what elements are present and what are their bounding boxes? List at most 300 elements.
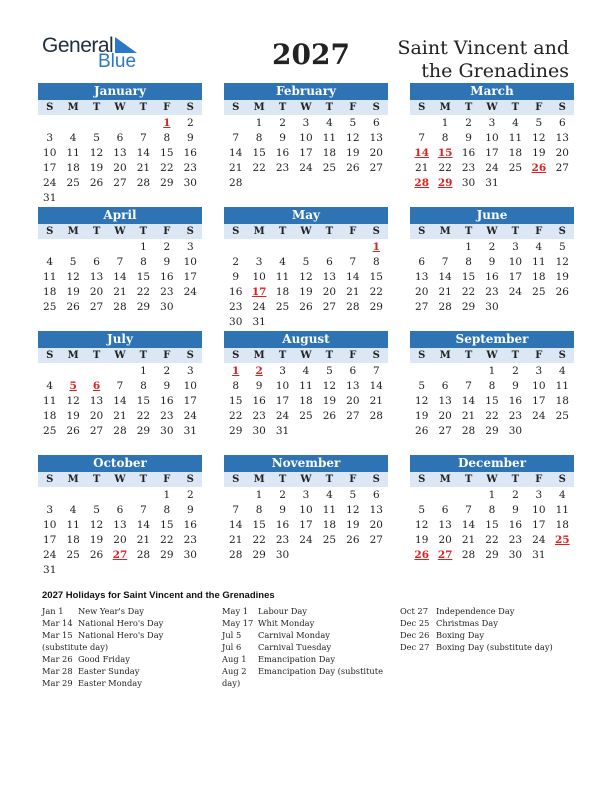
day-cell: 24 bbox=[183, 410, 197, 422]
day-cell: 22 bbox=[252, 162, 266, 174]
day-cell: 3 bbox=[186, 241, 194, 253]
day-cell: 14 bbox=[369, 380, 383, 392]
day-cell: 15 bbox=[485, 395, 499, 407]
day-cell: 15 bbox=[485, 519, 499, 531]
day-cell: 29 bbox=[136, 301, 151, 313]
day-cell: 6 bbox=[441, 504, 449, 516]
day-cell: 21 bbox=[113, 286, 127, 298]
day-cell: 25 bbox=[555, 410, 569, 422]
day-cell: 5 bbox=[418, 504, 426, 516]
day-cell: 13 bbox=[89, 271, 104, 283]
weekday-label: S bbox=[186, 226, 194, 237]
day-cell: 17 bbox=[275, 395, 290, 407]
weekday-label: T bbox=[511, 474, 520, 485]
empty-cell bbox=[61, 488, 84, 503]
day-cell: 27 bbox=[438, 425, 452, 437]
empty-cell bbox=[61, 116, 84, 131]
holiday-date: Mar 26 bbox=[42, 654, 73, 664]
day-cell: 17 bbox=[183, 271, 197, 283]
day-cell: 25 bbox=[508, 162, 523, 174]
empty-cell bbox=[410, 364, 433, 379]
holiday-day-cell: 14 bbox=[414, 147, 430, 159]
month-december bbox=[410, 455, 574, 563]
weekday-label: S bbox=[232, 102, 240, 113]
holiday-entry bbox=[42, 629, 210, 653]
day-cell: 27 bbox=[555, 162, 569, 174]
empty-cell bbox=[38, 488, 61, 503]
day-cell: 20 bbox=[369, 147, 383, 159]
day-cell: 7 bbox=[372, 365, 380, 377]
day-cell: 5 bbox=[349, 117, 357, 129]
day-cell: 16 bbox=[183, 147, 197, 159]
month-title: March bbox=[410, 83, 574, 100]
day-cell: 1 bbox=[255, 489, 263, 501]
day-cell: 13 bbox=[113, 147, 127, 159]
holiday-day-cell: 1 bbox=[372, 241, 380, 253]
month-title: August bbox=[224, 331, 388, 348]
day-cell: 23 bbox=[160, 410, 174, 422]
day-cell: 31 bbox=[43, 192, 57, 204]
weekday-label: T bbox=[325, 102, 334, 113]
empty-cell bbox=[271, 240, 294, 255]
weekday-label: F bbox=[163, 350, 171, 361]
day-cell: 6 bbox=[441, 380, 449, 392]
day-cell: 9 bbox=[512, 380, 519, 392]
empty-cell bbox=[224, 116, 247, 131]
day-cell: 3 bbox=[488, 117, 496, 129]
day-cell: 27 bbox=[322, 301, 337, 313]
day-cell: 18 bbox=[532, 271, 546, 283]
day-cell: 7 bbox=[232, 132, 240, 144]
day-grid bbox=[224, 116, 388, 191]
holiday-name: New Year's Day bbox=[78, 606, 144, 616]
day-cell: 1 bbox=[255, 117, 263, 129]
day-cell: 2 bbox=[488, 241, 496, 253]
weekday-label: T bbox=[325, 350, 334, 361]
day-cell: 2 bbox=[279, 489, 286, 501]
day-cell: 10 bbox=[508, 256, 523, 268]
weekday-label: T bbox=[139, 350, 148, 361]
day-cell: 11 bbox=[322, 504, 337, 516]
weekday-label: T bbox=[464, 226, 473, 237]
day-cell: 4 bbox=[69, 504, 77, 516]
day-cell: 20 bbox=[555, 147, 569, 159]
weekday-header bbox=[224, 224, 388, 239]
weekday-label: F bbox=[349, 474, 357, 485]
day-cell: 4 bbox=[535, 241, 543, 253]
holiday-date: Dec 26 bbox=[400, 630, 430, 640]
day-cell: 8 bbox=[465, 256, 472, 268]
day-cell: 1 bbox=[163, 489, 171, 501]
day-cell: 17 bbox=[183, 395, 197, 407]
brand-logo bbox=[42, 34, 142, 70]
day-cell: 21 bbox=[438, 286, 452, 298]
holiday-column bbox=[42, 605, 210, 689]
day-cell: 9 bbox=[163, 380, 171, 392]
day-cell: 15 bbox=[461, 271, 476, 283]
day-cell: 6 bbox=[116, 132, 124, 144]
weekday-label: W bbox=[114, 350, 126, 361]
weekday-label: S bbox=[46, 474, 54, 485]
day-cell: 23 bbox=[461, 162, 476, 174]
day-cell: 11 bbox=[66, 147, 80, 159]
weekday-header bbox=[410, 472, 574, 487]
day-cell: 30 bbox=[183, 549, 197, 561]
weekday-label: M bbox=[253, 474, 265, 485]
day-cell: 26 bbox=[299, 301, 313, 313]
day-cell: 18 bbox=[43, 410, 57, 422]
weekday-label: T bbox=[278, 350, 287, 361]
day-cell: 10 bbox=[299, 132, 313, 144]
day-cell: 2 bbox=[465, 117, 472, 129]
day-cell: 6 bbox=[349, 365, 357, 377]
empty-cell bbox=[247, 240, 270, 255]
day-cell: 24 bbox=[299, 162, 313, 174]
weekday-label: T bbox=[92, 474, 101, 485]
empty-cell bbox=[85, 364, 108, 379]
day-cell: 7 bbox=[465, 504, 472, 516]
empty-cell bbox=[224, 488, 247, 503]
empty-cell bbox=[341, 240, 364, 255]
month-title: January bbox=[38, 83, 202, 100]
day-cell: 27 bbox=[113, 177, 127, 189]
day-cell: 5 bbox=[418, 380, 426, 392]
day-cell: 5 bbox=[535, 117, 543, 129]
holiday-entry bbox=[222, 629, 392, 641]
day-cell: 21 bbox=[229, 534, 243, 546]
weekday-label: M bbox=[439, 350, 451, 361]
weekday-label: F bbox=[535, 102, 543, 113]
day-cell: 1 bbox=[441, 117, 449, 129]
day-cell: 5 bbox=[93, 132, 100, 144]
holiday-date: Mar 15 bbox=[42, 630, 73, 640]
day-cell: 19 bbox=[415, 534, 429, 546]
day-cell: 7 bbox=[465, 380, 472, 392]
day-cell: 30 bbox=[508, 425, 523, 437]
day-cell: 26 bbox=[346, 534, 360, 546]
day-cell: 25 bbox=[43, 425, 57, 437]
empty-cell bbox=[457, 488, 480, 503]
day-cell: 16 bbox=[160, 395, 174, 407]
day-cell: 9 bbox=[512, 504, 519, 516]
day-cell: 12 bbox=[346, 132, 360, 144]
day-cell: 12 bbox=[555, 256, 569, 268]
day-cell: 21 bbox=[136, 162, 151, 174]
empty-cell bbox=[433, 488, 456, 503]
day-cell: 15 bbox=[252, 519, 266, 531]
day-cell: 20 bbox=[322, 286, 337, 298]
country-name: Saint Vincent and the Grenadines bbox=[397, 37, 569, 82]
day-cell: 9 bbox=[186, 132, 194, 144]
weekday-header bbox=[38, 472, 202, 487]
weekday-header bbox=[410, 100, 574, 115]
holiday-name: Boxing Day bbox=[436, 630, 485, 640]
day-cell: 13 bbox=[369, 504, 383, 516]
day-cell: 19 bbox=[532, 147, 546, 159]
holiday-day-cell: 26 bbox=[531, 162, 547, 174]
day-cell: 18 bbox=[508, 147, 523, 159]
holiday-day-cell: 27 bbox=[437, 549, 453, 561]
holiday-column bbox=[400, 605, 570, 653]
day-cell: 6 bbox=[372, 117, 380, 129]
day-cell: 7 bbox=[140, 504, 147, 516]
day-cell: 30 bbox=[160, 301, 174, 313]
day-cell: 19 bbox=[299, 286, 313, 298]
holiday-entry bbox=[400, 617, 570, 629]
weekday-label: S bbox=[186, 350, 194, 361]
day-cell: 3 bbox=[512, 241, 519, 253]
day-grid bbox=[38, 364, 202, 439]
weekday-label: S bbox=[372, 226, 380, 237]
day-cell: 1 bbox=[488, 365, 496, 377]
empty-cell bbox=[108, 364, 131, 379]
day-cell: 9 bbox=[465, 132, 472, 144]
holiday-day-cell: 2 bbox=[255, 365, 263, 377]
day-cell: 18 bbox=[299, 395, 313, 407]
day-cell: 22 bbox=[461, 286, 476, 298]
day-cell: 3 bbox=[302, 489, 310, 501]
day-cell: 10 bbox=[275, 380, 290, 392]
day-cell: 16 bbox=[229, 286, 243, 298]
day-cell: 2 bbox=[232, 256, 240, 268]
day-cell: 21 bbox=[113, 410, 127, 422]
day-cell: 23 bbox=[508, 410, 523, 422]
day-cell: 27 bbox=[415, 301, 429, 313]
day-cell: 22 bbox=[229, 410, 243, 422]
day-cell: 25 bbox=[275, 301, 290, 313]
day-cell: 30 bbox=[275, 549, 290, 561]
day-cell: 17 bbox=[299, 519, 313, 531]
weekday-label: F bbox=[163, 474, 171, 485]
day-cell: 5 bbox=[558, 241, 566, 253]
day-cell: 31 bbox=[485, 177, 499, 189]
weekday-header bbox=[224, 100, 388, 115]
day-cell: 1 bbox=[140, 241, 147, 253]
day-cell: 29 bbox=[485, 425, 499, 437]
day-cell: 9 bbox=[186, 504, 194, 516]
day-cell: 17 bbox=[485, 147, 499, 159]
empty-cell bbox=[410, 116, 433, 131]
weekday-label: S bbox=[418, 474, 426, 485]
day-cell: 29 bbox=[229, 425, 243, 437]
holiday-name: National Hero's Day (substitute day) bbox=[42, 630, 164, 652]
day-cell: 15 bbox=[160, 519, 174, 531]
day-cell: 24 bbox=[299, 534, 313, 546]
holiday-entry bbox=[400, 641, 570, 653]
day-cell: 19 bbox=[346, 147, 360, 159]
weekday-label: S bbox=[372, 474, 380, 485]
weekday-label: S bbox=[372, 350, 380, 361]
day-cell: 17 bbox=[43, 162, 57, 174]
weekday-header bbox=[38, 224, 202, 239]
day-cell: 6 bbox=[558, 117, 566, 129]
holiday-date: Aug 2 bbox=[222, 666, 247, 676]
holiday-name: Labour Day bbox=[258, 606, 307, 616]
day-cell: 21 bbox=[346, 286, 360, 298]
weekday-label: S bbox=[558, 350, 566, 361]
month-october bbox=[38, 455, 202, 578]
day-cell: 4 bbox=[512, 117, 519, 129]
holiday-name: Whit Monday bbox=[258, 618, 315, 628]
day-cell: 6 bbox=[372, 489, 380, 501]
day-cell: 11 bbox=[43, 395, 57, 407]
holiday-day-cell: 27 bbox=[112, 549, 128, 561]
day-cell: 6 bbox=[93, 256, 100, 268]
empty-cell bbox=[433, 240, 456, 255]
day-cell: 12 bbox=[89, 519, 104, 531]
day-cell: 4 bbox=[558, 489, 566, 501]
day-cell: 19 bbox=[66, 286, 80, 298]
day-cell: 10 bbox=[532, 380, 546, 392]
day-cell: 20 bbox=[369, 519, 383, 531]
day-cell: 8 bbox=[488, 504, 496, 516]
holiday-entry bbox=[400, 629, 570, 641]
day-cell: 29 bbox=[136, 425, 151, 437]
weekday-label: S bbox=[418, 226, 426, 237]
empty-cell bbox=[38, 364, 61, 379]
day-cell: 25 bbox=[66, 177, 80, 189]
day-cell: 19 bbox=[415, 410, 429, 422]
day-cell: 27 bbox=[89, 301, 104, 313]
month-july bbox=[38, 331, 202, 439]
day-cell: 31 bbox=[43, 564, 57, 576]
weekday-label: M bbox=[253, 350, 265, 361]
holiday-date: Mar 14 bbox=[42, 618, 73, 628]
day-cell: 4 bbox=[326, 489, 333, 501]
logo-text-blue: Blue bbox=[98, 51, 137, 72]
day-cell: 12 bbox=[89, 147, 104, 159]
month-title: November bbox=[224, 455, 388, 472]
weekday-label: F bbox=[163, 226, 171, 237]
day-grid bbox=[410, 364, 574, 439]
day-cell: 2 bbox=[163, 241, 171, 253]
day-cell: 16 bbox=[275, 147, 290, 159]
day-cell: 4 bbox=[279, 256, 286, 268]
day-cell: 1 bbox=[140, 365, 147, 377]
holiday-day-cell: 1 bbox=[163, 117, 171, 129]
day-cell: 12 bbox=[415, 519, 429, 531]
day-cell: 22 bbox=[485, 534, 499, 546]
day-cell: 24 bbox=[43, 549, 57, 561]
month-march bbox=[410, 83, 574, 191]
month-title: December bbox=[410, 455, 574, 472]
holiday-name: Easter Sunday bbox=[78, 666, 140, 676]
day-cell: 5 bbox=[93, 504, 100, 516]
holiday-entry bbox=[222, 653, 392, 665]
weekday-label: T bbox=[325, 226, 334, 237]
month-title: May bbox=[224, 207, 388, 224]
day-cell: 24 bbox=[252, 301, 266, 313]
day-cell: 6 bbox=[116, 504, 124, 516]
holiday-entry bbox=[222, 605, 392, 617]
day-cell: 24 bbox=[485, 162, 499, 174]
day-cell: 28 bbox=[113, 301, 127, 313]
day-cell: 11 bbox=[532, 256, 546, 268]
day-cell: 7 bbox=[349, 256, 357, 268]
day-cell: 25 bbox=[322, 162, 337, 174]
day-cell: 13 bbox=[438, 519, 452, 531]
day-cell: 18 bbox=[43, 286, 57, 298]
weekday-label: S bbox=[232, 350, 240, 361]
day-cell: 20 bbox=[89, 410, 104, 422]
day-cell: 18 bbox=[275, 286, 290, 298]
day-cell: 4 bbox=[46, 380, 54, 392]
weekday-label: S bbox=[372, 102, 380, 113]
weekday-label: F bbox=[349, 226, 357, 237]
weekday-label: W bbox=[300, 226, 312, 237]
day-cell: 24 bbox=[275, 410, 290, 422]
month-title: June bbox=[410, 207, 574, 224]
day-cell: 11 bbox=[275, 271, 290, 283]
day-cell: 9 bbox=[255, 380, 263, 392]
day-cell: 21 bbox=[415, 162, 429, 174]
day-cell: 3 bbox=[46, 132, 54, 144]
day-cell: 4 bbox=[558, 365, 566, 377]
day-cell: 10 bbox=[183, 380, 197, 392]
day-cell: 10 bbox=[532, 504, 546, 516]
day-cell: 8 bbox=[441, 132, 449, 144]
day-cell: 11 bbox=[508, 132, 523, 144]
day-cell: 19 bbox=[555, 271, 569, 283]
holiday-name: Good Friday bbox=[78, 654, 130, 664]
day-cell: 8 bbox=[232, 380, 240, 392]
day-cell: 8 bbox=[488, 380, 496, 392]
day-cell: 15 bbox=[229, 395, 243, 407]
weekday-label: M bbox=[439, 474, 451, 485]
day-cell: 18 bbox=[66, 162, 80, 174]
weekday-header bbox=[224, 348, 388, 363]
empty-cell bbox=[433, 364, 456, 379]
day-cell: 14 bbox=[136, 519, 151, 531]
month-title: October bbox=[38, 455, 202, 472]
day-cell: 8 bbox=[140, 380, 147, 392]
holiday-day-cell: 29 bbox=[437, 177, 453, 189]
weekday-label: W bbox=[300, 102, 312, 113]
day-cell: 26 bbox=[89, 177, 104, 189]
day-cell: 19 bbox=[66, 410, 80, 422]
empty-cell bbox=[61, 364, 84, 379]
day-cell: 20 bbox=[415, 286, 429, 298]
day-grid bbox=[410, 116, 574, 191]
holiday-entry bbox=[222, 641, 392, 653]
day-cell: 25 bbox=[43, 301, 57, 313]
holiday-date: Mar 29 bbox=[42, 678, 73, 688]
day-cell: 20 bbox=[89, 286, 104, 298]
day-cell: 27 bbox=[369, 534, 383, 546]
holiday-date: Jul 5 bbox=[222, 630, 242, 640]
month-august bbox=[224, 331, 388, 439]
day-cell: 14 bbox=[229, 519, 243, 531]
day-cell: 28 bbox=[136, 549, 151, 561]
day-cell: 9 bbox=[488, 256, 496, 268]
day-cell: 18 bbox=[555, 519, 569, 531]
day-cell: 8 bbox=[255, 132, 263, 144]
holiday-day-cell: 26 bbox=[414, 549, 430, 561]
day-cell: 3 bbox=[535, 365, 543, 377]
day-cell: 16 bbox=[508, 519, 523, 531]
day-cell: 21 bbox=[369, 395, 383, 407]
day-cell: 22 bbox=[160, 534, 174, 546]
weekday-label: M bbox=[253, 102, 265, 113]
holiday-name: Christmas Day bbox=[436, 618, 498, 628]
day-cell: 15 bbox=[136, 271, 151, 283]
holiday-date: May 1 bbox=[222, 606, 249, 616]
day-cell: 22 bbox=[160, 162, 174, 174]
day-cell: 9 bbox=[232, 271, 240, 283]
holiday-name: Emancipation Day (substitute day) bbox=[222, 666, 383, 688]
day-cell: 12 bbox=[346, 504, 360, 516]
day-cell: 28 bbox=[461, 549, 476, 561]
